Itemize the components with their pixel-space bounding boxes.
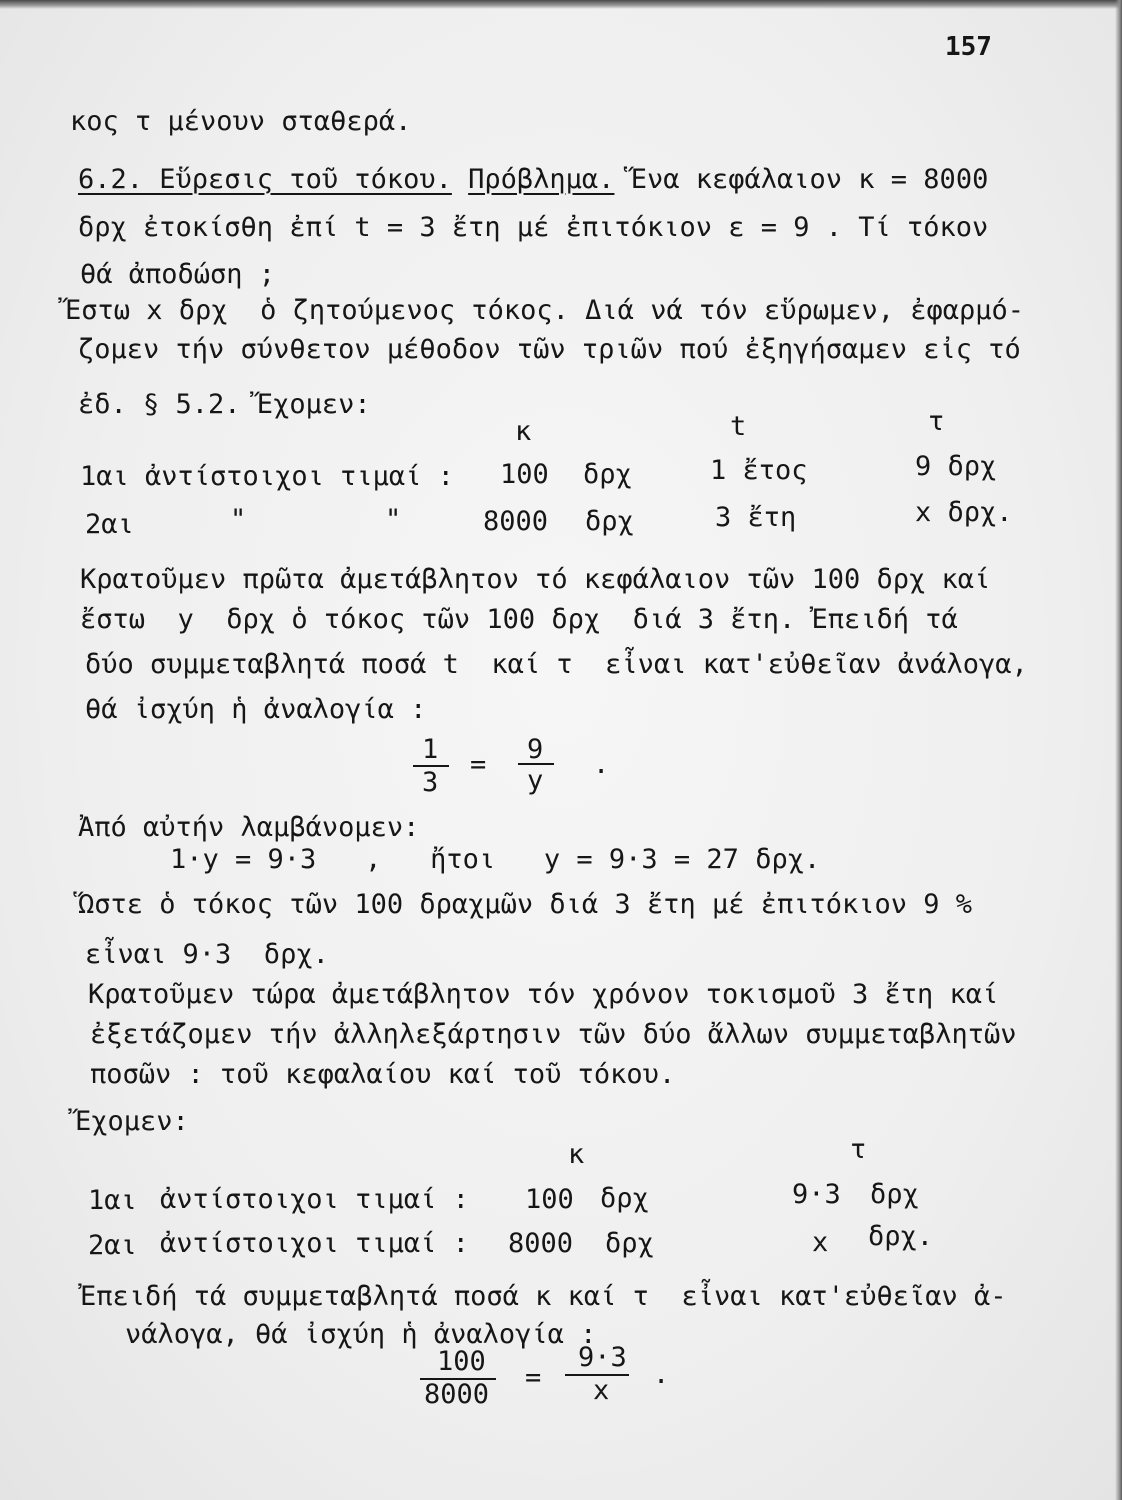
table-1-row-2-label: 2αι — [85, 509, 134, 540]
text-line: δρχ ἐτοκίσθη ἐπί t = 3 ἔτη μέ ἐπιτόκιον ε = 9 . Τί τόκον — [78, 212, 989, 243]
table-2-row-1-index: 1αι — [88, 1185, 137, 1216]
table-1-row-1-k-unit: δρχ — [583, 459, 632, 490]
fraction-denominator: y — [527, 765, 544, 796]
text-line: Κρατοῦμεν τώρα ἀμετάβλητον τόν χρόνον τοκισμοῦ 3 ἔτη καί — [88, 979, 999, 1010]
fraction-numerator: 1 — [422, 734, 439, 765]
text-line: θά ἰσχύη ἡ ἀναλογία : — [85, 694, 427, 725]
text-line: Ἀπό αὐτήν λαμβάνομεν: — [78, 812, 420, 843]
fraction-numerator: 100 — [437, 1346, 486, 1377]
text-line: Ἔστω x δρχ ὁ ζητούμενος τόκος. Διά νά τόν εὕρωμεν, ἐφαρμό- — [65, 295, 1025, 326]
table-2-row-2-k-value: 8000 — [508, 1228, 574, 1259]
text-line: ἔστω y δρχ ὁ τόκος τῶν 100 δρχ διά 3 ἔτη. Ἐπειδή τά — [80, 604, 958, 635]
problem-text: Ἕνα κεφάλαιον κ = 8000 — [614, 164, 989, 195]
table-1-row-2-tau: x δρχ. — [915, 497, 1013, 528]
fraction-numerator: 9 — [527, 734, 544, 765]
table-1-row-2-k-unit: δρχ — [585, 506, 634, 537]
text-line: Ἔχομεν: — [75, 1106, 189, 1137]
text-line: Ἐπειδή τά συμμεταβλητά ποσά κ καί τ εἶναι κατ'εὐθεῖαν ἀ- — [80, 1281, 1007, 1312]
text-line: θά ἀποδώση ; — [80, 259, 276, 290]
period: . — [653, 1359, 670, 1390]
table-1-row-2-t: 3 ἔτη — [715, 502, 797, 533]
table-1-row-1-label: 1αι ἀντίστοιχοι τιμαί : — [80, 461, 454, 492]
text-line: ποσῶν : τοῦ κεφαλαίου καί τοῦ τόκου. — [90, 1059, 676, 1090]
text-line: Ὥστε ὁ τόκος τῶν 100 δραχμῶν διά 3 ἔτη μέ ἐπιτόκιον 9 % — [78, 889, 973, 920]
text-line: εἶναι 9·3 δρχ. — [85, 939, 329, 970]
table-1-header-k: κ — [515, 416, 532, 447]
text-line: δύο συμμεταβλητά ποσά t καί τ εἶναι κατ'εὐθεῖαν ἀνάλογα, — [85, 649, 1028, 680]
period: . — [593, 749, 610, 780]
scan-edge-top — [0, 0, 1122, 9]
fraction-numerator: 9·3 — [578, 1342, 627, 1373]
equation-line: 1·y = 9·3 , ἤτοι y = 9·3 = 27 δρχ. — [170, 844, 821, 875]
table-1-row-2-k-value: 8000 — [483, 506, 549, 537]
section-heading-line — [78, 165, 988, 195]
table-2-row-2-index: 2αι — [88, 1230, 137, 1261]
text-line: Κρατοῦμεν πρῶτα ἀμετάβλητον τό κεφάλαιον τῶν 100 δρχ καί — [80, 564, 991, 595]
table-1-row-1-t: 1 ἔτος — [710, 455, 808, 486]
table-2-row-1-tau-value: 9·3 — [792, 1179, 841, 1210]
text-line: ἐδ. § 5.2. Ἔχομεν: — [78, 389, 371, 420]
table-2-row-1-tau-unit: δρχ — [870, 1179, 919, 1210]
table-1-header-tau: τ — [928, 406, 945, 437]
table-2-row-1-k-value: 100 — [525, 1184, 574, 1215]
text-line: νάλογα, θά ἰσχύη ἡ ἀναλογία : — [125, 1319, 597, 1350]
text-line: κος τ μένουν σταθερά. — [70, 106, 412, 137]
table-2-header-k: κ — [568, 1139, 585, 1170]
equals-sign: = — [470, 749, 487, 780]
fraction-denominator: 8000 — [424, 1379, 490, 1410]
table-2-row-2-label: ἀντίστοιχοι τιμαί : — [160, 1228, 469, 1259]
ditto-mark: " — [385, 504, 402, 535]
fraction-denominator: 3 — [422, 767, 439, 798]
table-2-row-2-tau-unit: δρχ. — [868, 1221, 934, 1252]
table-2-row-1-k-unit: δρχ — [600, 1183, 649, 1214]
table-2-row-2-tau-value: x — [812, 1227, 829, 1258]
text-line: ἐξετάζομεν τήν ἀλληλεξάρτησιν τῶν δύο ἄλλων συμμεταβλητῶν — [90, 1019, 1017, 1050]
fraction-denominator: x — [593, 1375, 610, 1406]
section-title: 6.2. Εὕρεσις τοῦ τόκου. — [78, 164, 452, 195]
table-1-row-1-k-value: 100 — [500, 459, 549, 490]
text-line: ζομεν τήν σύνθετον μέθοδον τῶν τριῶν πού ἐξηγήσαμεν εἰς τό — [78, 334, 1021, 365]
scan-edge-right — [1115, 0, 1122, 1500]
table-1-row-1-tau: 9 δρχ — [915, 451, 997, 482]
table-2-row-1-label: ἀντίστοιχοι τιμαί : — [160, 1184, 469, 1215]
ditto-mark: " — [230, 504, 247, 535]
table-2-header-tau: τ — [850, 1134, 867, 1165]
table-2-row-2-k-unit: δρχ — [605, 1228, 654, 1259]
equals-sign: = — [525, 1362, 542, 1393]
problem-label: Πρόβλημα. — [468, 164, 615, 195]
page-number: 157 — [945, 32, 992, 62]
table-1-header-t: t — [730, 411, 747, 442]
